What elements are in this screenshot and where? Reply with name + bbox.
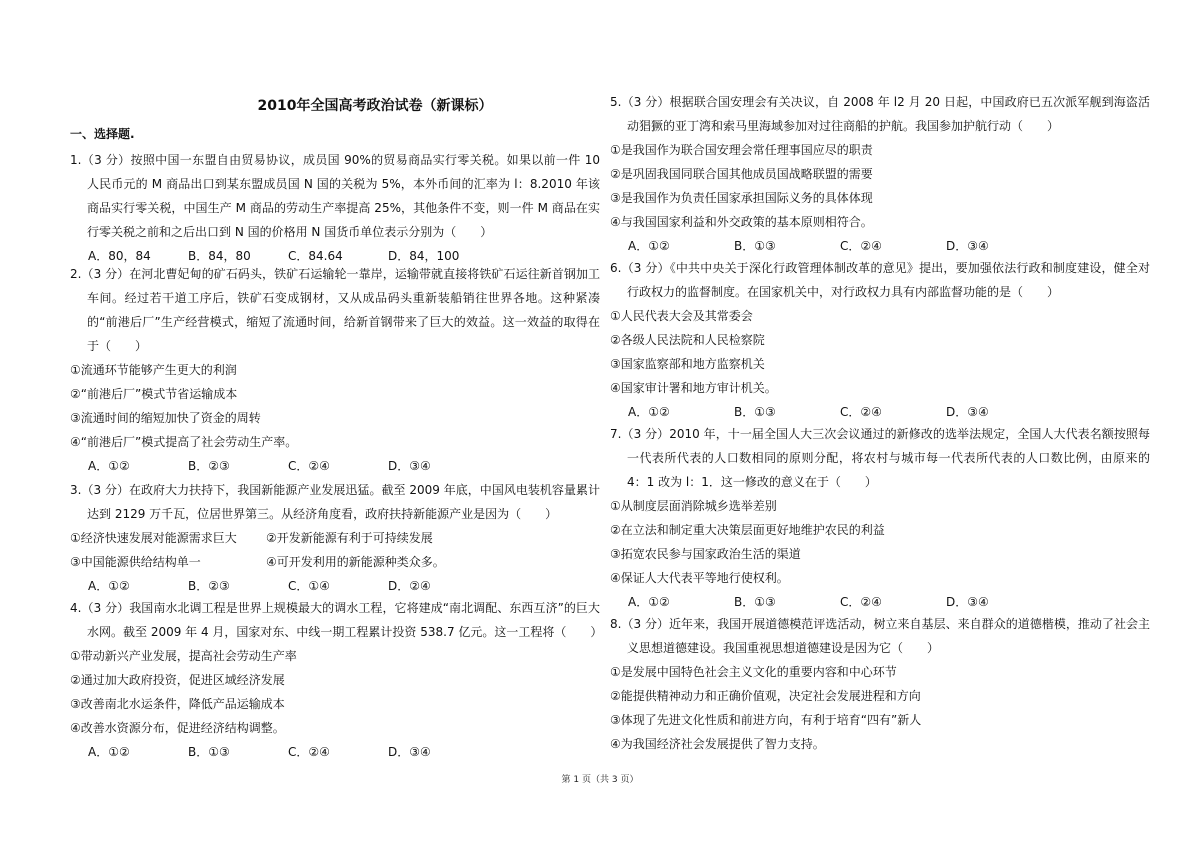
choice-a[interactable]: A．①② xyxy=(88,745,130,759)
left-column xyxy=(70,0,603,848)
choice-a[interactable]: A．①② xyxy=(88,459,130,473)
option-3: ③改善南北水运条件，降低产品运输成本 xyxy=(70,697,285,711)
option-row-1 xyxy=(70,526,600,550)
answer-choices xyxy=(70,454,600,478)
option-row-2 xyxy=(70,550,600,574)
choice-d[interactable]: D．③④ xyxy=(946,405,989,419)
question-stem: 3.（3 分）在政府大力扶持下，我国新能源产业发展迅猛。截至 2009 年底，中国风电装机容量累计达到 2129 万千瓦，位居世界第三。从经济角度看，政府扶持新能源产业是因为（ ） xyxy=(70,483,600,521)
question-1 xyxy=(70,148,600,268)
question-8 xyxy=(610,612,1150,756)
choice-c[interactable]: C．②④ xyxy=(288,745,330,759)
option-1: ①人民代表大会及其常委会 xyxy=(610,309,753,323)
question-7 xyxy=(610,422,1150,614)
answer-choices xyxy=(70,740,600,764)
option-2: ②在立法和制定重大决策层面更好地维护农民的利益 xyxy=(610,523,885,537)
option-4: ④与我国国家利益和外交政策的基本原则相符合。 xyxy=(610,215,873,229)
option-2: ②是巩固我国同联合国其他成员国战略联盟的需要 xyxy=(610,167,873,181)
choice-a[interactable]: A．①② xyxy=(628,595,670,609)
option-1: ①带动新兴产业发展，提高社会劳动生产率 xyxy=(70,649,297,663)
choice-d[interactable]: D．③④ xyxy=(946,239,989,253)
section-heading: 一、选择题. xyxy=(70,127,135,141)
option-3: ③国家监察部和地方监察机关 xyxy=(610,357,765,371)
option-4: ④国家审计署和地方审计机关。 xyxy=(610,381,777,395)
option-1: ①是我国作为联合国安理会常任理事国应尽的职责 xyxy=(610,143,873,157)
choice-b[interactable]: B．①③ xyxy=(188,745,230,759)
option-3: ③中国能源供给结构单一 xyxy=(70,555,201,569)
option-1: ①流通环节能够产生更大的利润 xyxy=(70,363,237,377)
option-2: ②开发新能源有利于可持续发展 xyxy=(266,531,433,545)
exam-title: 2010年全国高考政治试卷（新课标） xyxy=(257,98,493,114)
choice-c[interactable]: C．84.64 xyxy=(288,249,343,263)
choice-d[interactable]: D．②④ xyxy=(388,579,431,593)
choice-c[interactable]: C．②④ xyxy=(840,239,882,253)
question-stem: 8.（3 分）近年来，我国开展道德模范评选活动，树立来自基层、来自群众的道德楷模，推动了社会主义思想道德建设。我国重视思想道德建设是因为它（ ） xyxy=(610,617,1150,655)
question-stem: 1.（3 分）按照中国一东盟自由贸易协议，成员国 90%的贸易商品实行零关税。如果以前一件 10 人民币元的 M 商品出口到某东盟成员国 N 国的关税为 5%，本外币间的汇率为 l：8.2010 年该商品实行零关税，中国生产 M 商品的劳动生产率提高 25%，其他条件不变，则一件 M 商品在实行零关税之前和之后出口到 N 国的价格用 N 国货币单位表示分别为（ ） xyxy=(70,153,600,239)
option-3: ③体现了先进文化性质和前进方向，有利于培育“四有”新人 xyxy=(610,713,922,727)
option-4: ④改善水资源分布，促进经济结构调整。 xyxy=(70,721,285,735)
choice-d[interactable]: D．③④ xyxy=(388,745,431,759)
question-stem: 2.（3 分）在河北曹妃甸的矿石码头，铁矿石运输轮一靠岸，运输带就直接将铁矿石运往新首钢加工车间。经过若干道工序后，铁矿石变成钢材，又从成品码头重新装船销往世界各地。这种紧凑的“前港后厂”生产经营模式，缩短了流通时间，给新首钢带来了巨大的效益。这一效益的取得在于（ ） xyxy=(70,267,600,353)
answer-choices xyxy=(610,234,1150,258)
option-1: ①从制度层面消除城乡选举差别 xyxy=(610,499,777,513)
answer-choices xyxy=(610,590,1150,614)
choice-b[interactable]: B．②③ xyxy=(188,459,230,473)
option-3: ③是我国作为负责任国家承担国际义务的具体体现 xyxy=(610,191,873,205)
choice-d[interactable]: D．③④ xyxy=(946,595,989,609)
choice-b[interactable]: B．①③ xyxy=(734,595,776,609)
choice-b[interactable]: B．84，80 xyxy=(188,249,251,263)
question-3 xyxy=(70,478,600,598)
option-2: ②“前港后厂”模式节省运输成本 xyxy=(70,387,238,401)
option-1: ①经济快速发展对能源需求巨大 xyxy=(70,531,237,545)
choice-c[interactable]: C．②④ xyxy=(840,405,882,419)
question-6 xyxy=(610,256,1150,424)
page-footer: 第 1 页（共 3 页） xyxy=(561,775,639,785)
choice-c[interactable]: C．②④ xyxy=(288,459,330,473)
option-1: ①是发展中国特色社会主义文化的重要内容和中心环节 xyxy=(610,665,897,679)
question-4 xyxy=(70,596,603,764)
question-5 xyxy=(610,90,1150,258)
option-4: ④为我国经济社会发展提供了智力支持。 xyxy=(610,737,825,751)
answer-choices xyxy=(610,400,1150,424)
choice-d[interactable]: D．84，100 xyxy=(388,249,460,263)
choice-a[interactable]: A．①② xyxy=(88,579,130,593)
choice-c[interactable]: C．①④ xyxy=(288,579,330,593)
answer-choices xyxy=(70,574,600,598)
option-2: ②各级人民法院和人民检察院 xyxy=(610,333,765,347)
choice-c[interactable]: C．②④ xyxy=(840,595,882,609)
option-3: ③流通时间的缩短加快了资金的周转 xyxy=(70,411,261,425)
choice-b[interactable]: B．①③ xyxy=(734,405,776,419)
choice-b[interactable]: B．②③ xyxy=(188,579,230,593)
choice-d[interactable]: D．③④ xyxy=(388,459,431,473)
right-column xyxy=(610,0,1150,848)
option-2: ②通过加大政府投资，促进区域经济发展 xyxy=(70,673,285,687)
option-4: ④“前港后厂”模式提高了社会劳动生产率。 xyxy=(70,435,298,449)
choice-a[interactable]: A．①② xyxy=(628,239,670,253)
option-2: ②能提供精神动力和正确价值观，决定社会发展进程和方向 xyxy=(610,689,921,703)
question-2 xyxy=(70,262,600,478)
choice-b[interactable]: B．①③ xyxy=(734,239,776,253)
option-4: ④保证人大代表平等地行使权利。 xyxy=(610,571,789,585)
question-stem: 6.（3 分）《中共中央关于深化行政管理体制改革的意见》提出，要加强依法行政和制度建设，健全对行政权力的监督制度。在国家机关中，对行政权力具有内部监督功能的是（ ） xyxy=(610,261,1150,299)
option-4: ④可开发利用的新能源种类众多。 xyxy=(266,555,445,569)
choice-a[interactable]: A．80，84 xyxy=(88,249,151,263)
question-stem: 5.（3 分）根据联合国安理会有关决议，自 2008 年 l2 月 20 日起，中国政府已五次派军舰到海盗活动猖獗的亚丁湾和索马里海域参加对过往商船的护航。我国参加护航行动（ ） xyxy=(610,95,1150,133)
question-stem: 4.（3 分）我国南水北调工程是世界上规模最大的调水工程，它将建成“南北调配、东西互济”的巨大水网。截至 2009 年 4 月，国家对东、中线一期工程累计投资 538.7 亿元。这一工程将（ ） xyxy=(70,601,603,639)
question-stem: 7.（3 分）2010 年，十一届全国人大三次会议通过的新修改的选举法规定，全国人大代表名额按照每一代表所代表的人口数相同的原则分配，将农村与城市每一代表所代表的人口数比例，由原来的 4：1 改为 l：1．这一修改的意义在于（ ） xyxy=(610,427,1150,489)
choice-a[interactable]: A．①② xyxy=(628,405,670,419)
option-3: ③拓宽农民参与国家政治生活的渠道 xyxy=(610,547,801,561)
